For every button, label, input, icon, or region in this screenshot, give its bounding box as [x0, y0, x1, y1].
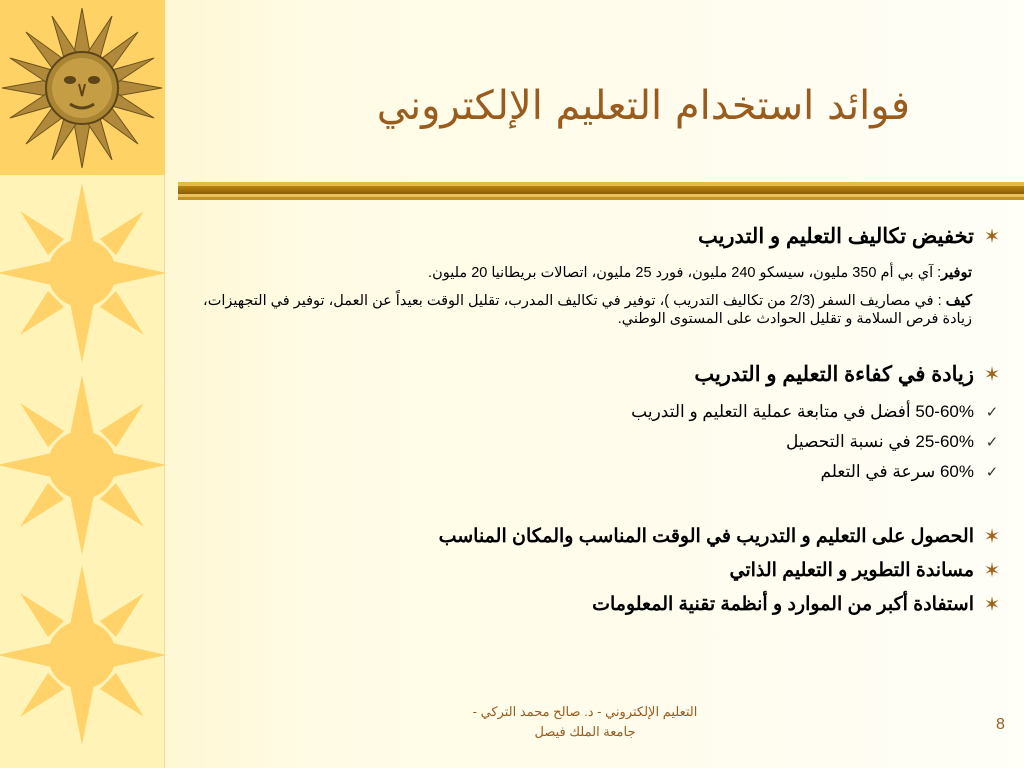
benefit-item: مساندة التطوير و التعليم الذاتي	[729, 560, 974, 581]
checkmark-icon: ✓	[985, 464, 999, 481]
section-heading	[694, 362, 1010, 387]
list-item	[439, 524, 1010, 549]
section-heading	[698, 224, 1010, 249]
decorative-sun-icon	[0, 178, 165, 368]
benefit-item: استفادة أكبر من الموارد و أنظمة تقنية المعلومات	[592, 594, 974, 615]
footer-university: جامعة الملك فيصل	[534, 724, 636, 739]
section-1-heading: تخفيض تكاليف التعليم و التدريب	[697, 225, 974, 248]
efficiency-item: 50-60% أفضل في متابعة عملية التعليم و التدريب	[631, 402, 974, 421]
list-item	[631, 402, 1010, 422]
star-bullet-icon: ✶	[983, 594, 1001, 616]
how-paragraph	[192, 292, 972, 328]
list-item	[786, 432, 1010, 452]
checkmark-icon: ✓	[985, 434, 999, 451]
sun-face-icon	[0, 0, 165, 175]
list-item	[592, 592, 1010, 617]
star-bullet-icon: ✶	[983, 364, 1001, 386]
star-bullet-icon: ✶	[983, 560, 1001, 582]
slide-title: فوائد استخدام التعليم الإلكتروني	[376, 83, 910, 129]
footer-author: التعليم الإلكتروني - د. صالح محمد التركي -	[472, 704, 698, 719]
title-separator-bar	[178, 182, 1024, 202]
section-2-heading: زيادة في كفاءة التعليم و التدريب	[694, 363, 974, 386]
list-item	[820, 462, 1010, 482]
saving-paragraph	[192, 264, 972, 282]
left-decorative-strip	[0, 0, 165, 768]
star-bullet-icon: ✶	[983, 526, 1001, 548]
benefit-item: الحصول على التعليم و التدريب في الوقت المناسب والمكان المناسب	[438, 526, 974, 547]
list-item	[730, 558, 1010, 583]
star-bullet-icon: ✶	[983, 226, 1001, 248]
slide-footer	[420, 702, 750, 742]
page-number: 8	[996, 716, 1005, 733]
checkmark-icon: ✓	[985, 404, 999, 421]
efficiency-item: 60% سرعة في التعلم	[820, 462, 974, 481]
sun-logo-box	[0, 0, 165, 175]
decorative-sun-icon	[0, 560, 165, 750]
saving-label: توفير	[941, 265, 972, 281]
decorative-sun-icon	[0, 370, 165, 560]
how-text: : في مصاريف السفر (2/3 من تكاليف التدريب )، توفير في تكاليف المدرب، تقليل الوقت بعيداً عن العمل، توفير في التجهيزات، زيادة فرص السلامة و تقليل الحوادث على المستوى الوطني.	[203, 293, 972, 327]
efficiency-item: 25-60% في نسبة التحصيل	[786, 432, 974, 451]
saving-text: : آي بي أم 350 مليون، سيسكو 240 مليون، فورد 25 مليون، اتصالات بريطانيا 20 مليون.	[428, 265, 942, 281]
how-label: كيف	[945, 293, 972, 309]
